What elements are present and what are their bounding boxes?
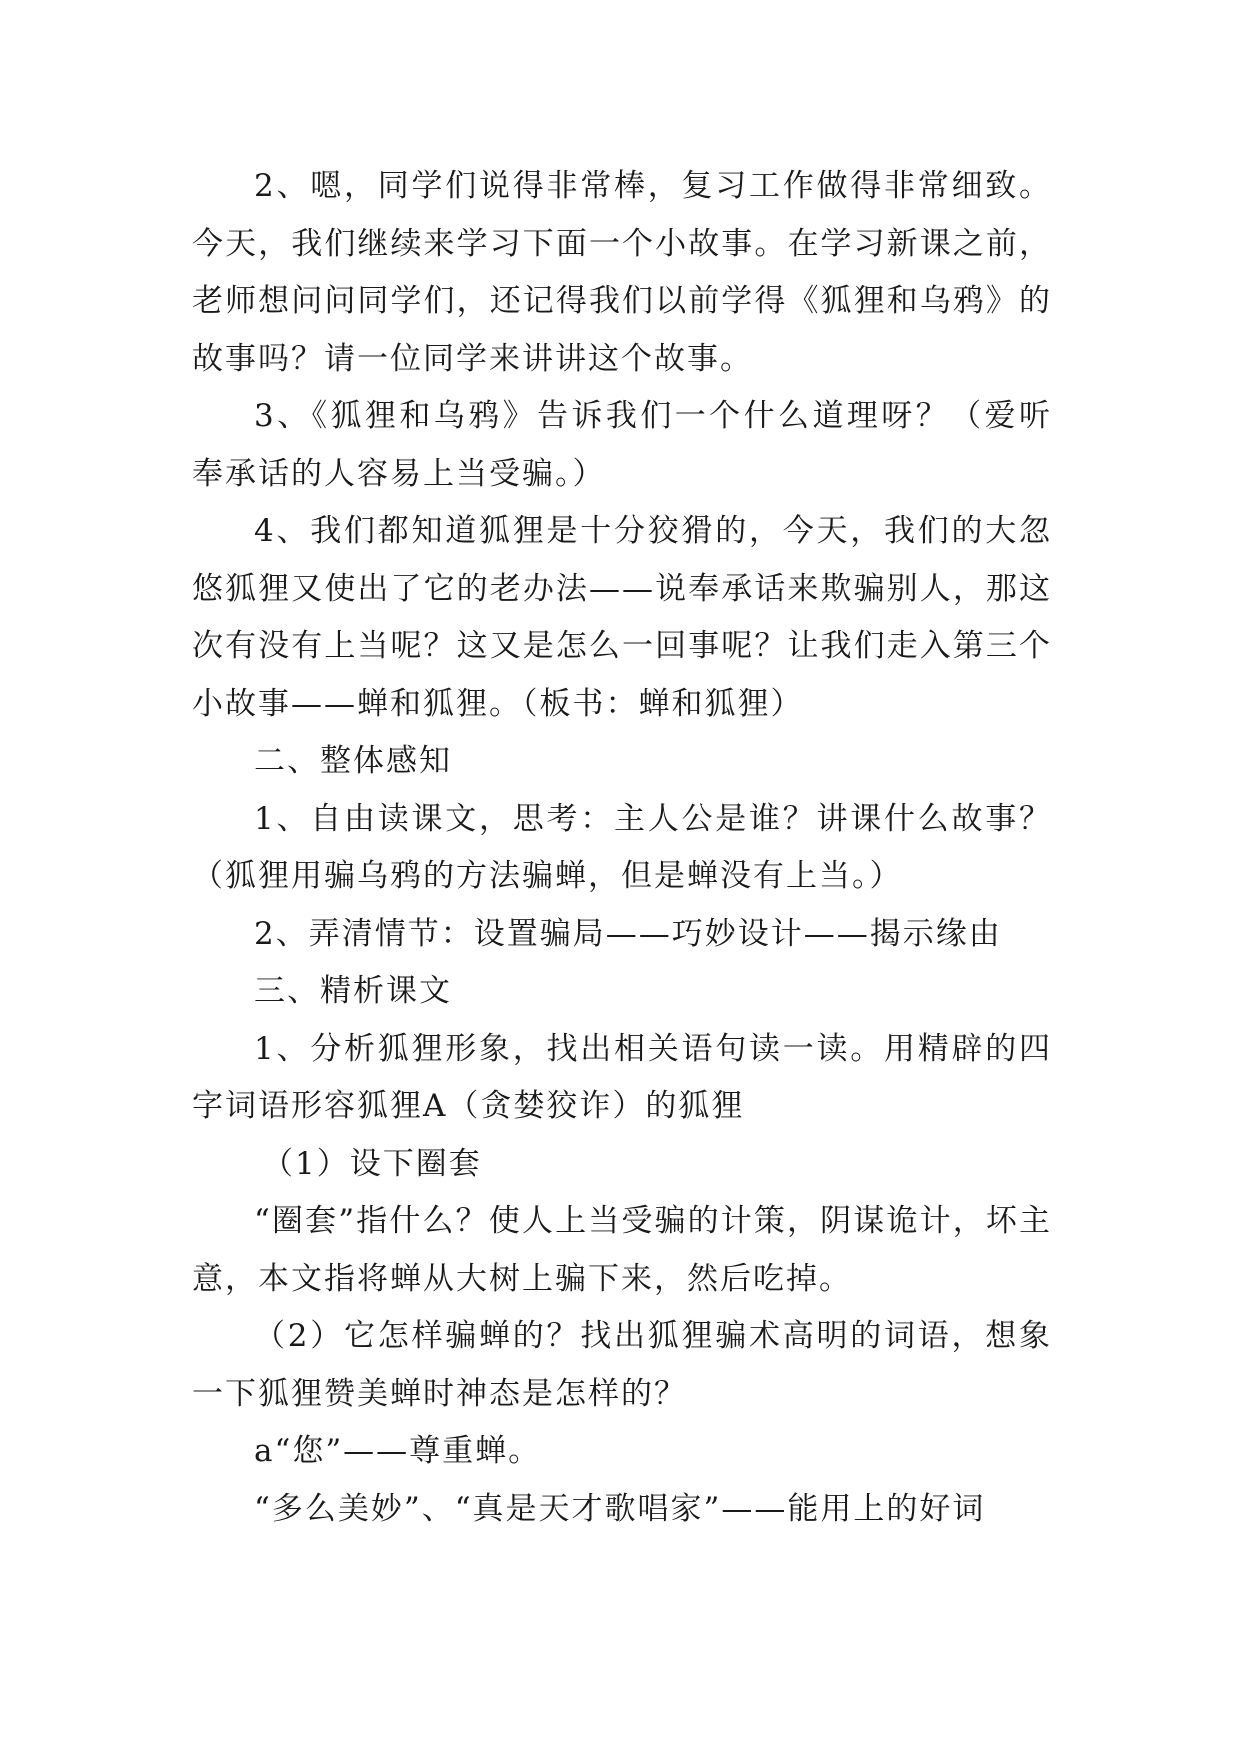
paragraph-review-intro: 2、嗯，同学们说得非常棒，复习工作做得非常细致。今天，我们继续来学习下面一个小故事。在学习新课之前，老师想问问同学们，还记得我们以前学得《狐狸和乌鸦》的故事吗？请一位同学来讲讲这个故事。 xyxy=(192,168,1052,377)
paragraph-respect: a“您”——尊重蝉。 xyxy=(254,1433,542,1469)
paragraph-plot: 2、弄清情节：设置骗局——巧妙设计——揭示缘由 xyxy=(254,915,1002,952)
document-body xyxy=(192,158,1052,1538)
paragraph-free-reading: 1、自由读课文，思考：主人公是谁？讲课什么故事？（狐狸用骗乌鸦的方法骗蝉，但是蝉没有上当。） xyxy=(192,800,1052,894)
paragraph-how-deceive: （2）它怎样骗蝉的？找出狐狸骗术高明的词语，想象一下狐狸赞美蝉时神态是怎样的？ xyxy=(192,1318,1052,1412)
paragraph-fox-crow-moral: 3、《狐狸和乌鸦》告诉我们一个什么道理呀？（爱听奉承话的人容易上当受骗。） xyxy=(192,398,1052,492)
paragraph-cicada-fox-intro: 4、我们都知道狐狸是十分狡猾的，今天，我们的大忽悠狐狸又使出了它的老办法——说奉承话来欺骗别人，那这次有没有上当呢？这又是怎么一回事呢？让我们走入第三个小故事——蝉和狐狸。（板书：蝉和狐狸） xyxy=(192,513,1052,722)
subheading-trap: （1）设下圈套 xyxy=(262,1145,482,1182)
paragraph-trap-meaning: “圈套”指什么？使人上当受骗的计策，阴谋诡计，坏主意，本文指将蝉从大树上骗下来，然后吃掉。 xyxy=(192,1203,1052,1297)
section-heading-analysis: 三、精析课文 xyxy=(254,973,452,1009)
paragraph-fox-image: 1、分析狐狸形象，找出相关语句读一读。用精辟的四字词语形容狐狸A（贪婪狡诈）的狐狸 xyxy=(192,1030,1052,1124)
paragraph-good-words: “多么美妙”、“真是天才歌唱家”——能用上的好词 xyxy=(254,1490,986,1527)
section-heading-overall: 二、整体感知 xyxy=(254,743,452,779)
